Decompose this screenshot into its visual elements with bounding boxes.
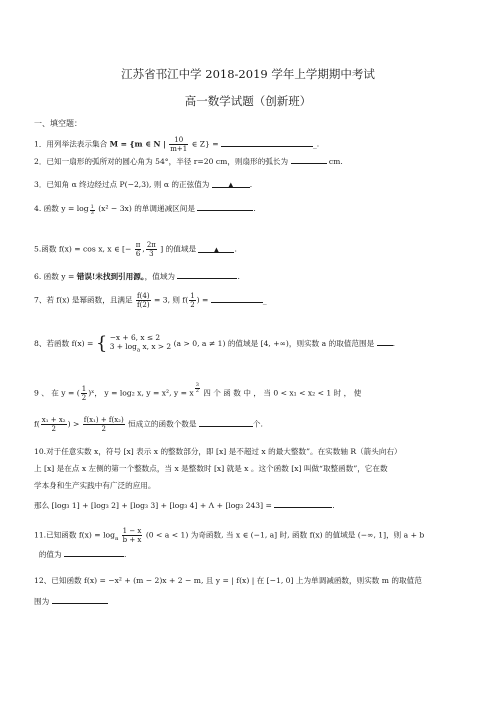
question-3: 3．已知角 α 终边经过点 P(−2,3), 则 α 的正弦值为 ▲ . xyxy=(34,180,253,189)
fraction: $\frac{f(4)}{f(2)}$ xyxy=(137,292,150,309)
question-10-line-3: 学本身和生产实践中有广泛的应用。 xyxy=(34,481,156,490)
exponent-fraction: $\frac{3}{2}$ xyxy=(195,382,199,394)
question-6: 6. 函数 y = 错误!未找到引用源。，值域为 . xyxy=(34,272,240,281)
answer-blank[interactable] xyxy=(274,499,332,508)
question-4: 4. 函数 y = log $\frac{1}{3}$ (x² − 3x) 的单调递减区间是 . xyxy=(34,203,256,216)
answer-blank[interactable] xyxy=(177,270,237,279)
question-2: 2．已知一扇形的弧所对的圆心角为 54°，半径 r=20 cm，则扇形的弧长为 cm. xyxy=(34,157,343,166)
answer-blank[interactable] xyxy=(198,244,234,253)
exam-title: 江苏省邗江中学 2018-2019 学年上学期期中考试 xyxy=(121,67,375,81)
question-10-line-1: 10.对于任意实数 x，符号 [x] 表示 x 的整数部分，即 [x] 是不超过 x 的最大整数”。在实数轴 R（箭头向右） xyxy=(34,447,402,456)
fraction: $\frac{1}{2}$ xyxy=(81,385,87,403)
question-5: 5.函数 f(x) = cos x, x ∈ [− $\frac{\pi}{6}$ , $\frac{2\pi}{3}$ ] 的值域是 ▲ . xyxy=(34,241,237,258)
question-8: 8、若函数 f(x) = { −x + 6, x ≤ 2 $3 + \log_a x$, x > 2 (a > 0, a ≠ 1) 的值域是 [4, +∞)，则实数 a 的取值范围是 . xyxy=(34,333,396,355)
exam-subtitle: 高一数学试题（创新班） xyxy=(184,94,312,108)
log-base: $\frac{1}{3}$ xyxy=(90,203,94,216)
fraction: $\frac{\pi}{6}$ xyxy=(135,241,141,258)
fraction: $\frac{\text{f(x₁) + f(x₂)}}{2}$ xyxy=(83,416,124,433)
fraction: $\frac{\text{x₁ + x₂}}{2}$ xyxy=(41,416,66,433)
question-12-line-1: 12、已知函数 f(x) = −x² + (m − 2)x + 2 − m, 且 y = | f(x) | 在 [−1, 0] 上为单调减函数，则实数 m 的取值范 xyxy=(34,576,422,585)
answer-blank[interactable] xyxy=(211,294,263,303)
question-11-line-2: 的值为 . xyxy=(38,550,127,559)
question-9-line-1: 9 、 在 y = ( $\frac{1}{2}$ )ˣ， y = log₂ x, y = x², y = x $\frac{3}{2}$ 四 个 函 数 中 ， 当 0 < x₁ < x₂ < 1 时 ， 使 xyxy=(34,382,362,403)
answer-blank[interactable] xyxy=(199,418,253,427)
question-10-line-4: 那么 [log₃ 1] + [log₃ 2] + [log₃ 3] + [log₃ 4] + Λ + [log₃ 243] = . xyxy=(34,501,335,510)
question-1: 1．用列举法表示集合 M = {m ∈ N | $\frac{10}{m+1}$ ∈ Z} = _. xyxy=(34,136,320,153)
fraction: $\frac{2\pi}{3}$ xyxy=(146,241,156,258)
answer-blank[interactable] xyxy=(64,548,124,557)
triangle-mark-icon: ▲ xyxy=(228,181,234,189)
brace-icon: { xyxy=(95,333,108,355)
question-12-line-2: 围为 xyxy=(34,595,108,607)
piecewise-cases: −x + 6, x ≤ 2 $3 + \log_a x$, x > 2 xyxy=(109,333,172,354)
answer-blank[interactable] xyxy=(291,155,327,164)
answer-blank[interactable] xyxy=(197,202,253,211)
question-10-line-2: 上 [x] 是在点 x 左侧的第一个整数点，当 x 是整数时 [x] 就是 x 。这个函数 [x] 叫做“取整函数”，它在数 xyxy=(34,464,388,473)
question-7: 7、若 f(x) 是幂函数，且满足 $\frac{f(4)}{f(2)}$ = 3, 则 f( $\frac{1}{2}$ ) = _ xyxy=(34,292,267,309)
triangle-mark-icon: ▲ xyxy=(213,245,220,254)
question-9-line-2: f( $\frac{\text{x₁ + x₂}}{2}$ ) > $\frac{\text{f(x₁) + f(x₂)}}{2}$ 恒成立的函数个数是 个. xyxy=(34,416,263,433)
answer-blank[interactable] xyxy=(221,138,313,147)
answer-blank[interactable] xyxy=(377,337,393,346)
error-reference: 错误!未找到引用源。 xyxy=(76,272,145,281)
fraction: $\frac{1 - x}{b + x}$ xyxy=(122,527,142,544)
answer-blank[interactable] xyxy=(52,595,108,604)
fraction: $\frac{10}{m+1}$ xyxy=(170,136,188,153)
answer-blank[interactable] xyxy=(212,179,250,188)
section-heading: 一、填空题： xyxy=(34,119,82,128)
fraction: $\frac{1}{2}$ xyxy=(190,292,195,309)
question-11-line-1: 11.已知函数 $f(x) = \log_a$ $\frac{1 - x}{b + x}$ (0 < a < 1) 为奇函数, 当 x ∈ (−1, a] 时, 函数 f(x) 的值域是 (−∞, 1]，则 a + b xyxy=(34,527,425,544)
